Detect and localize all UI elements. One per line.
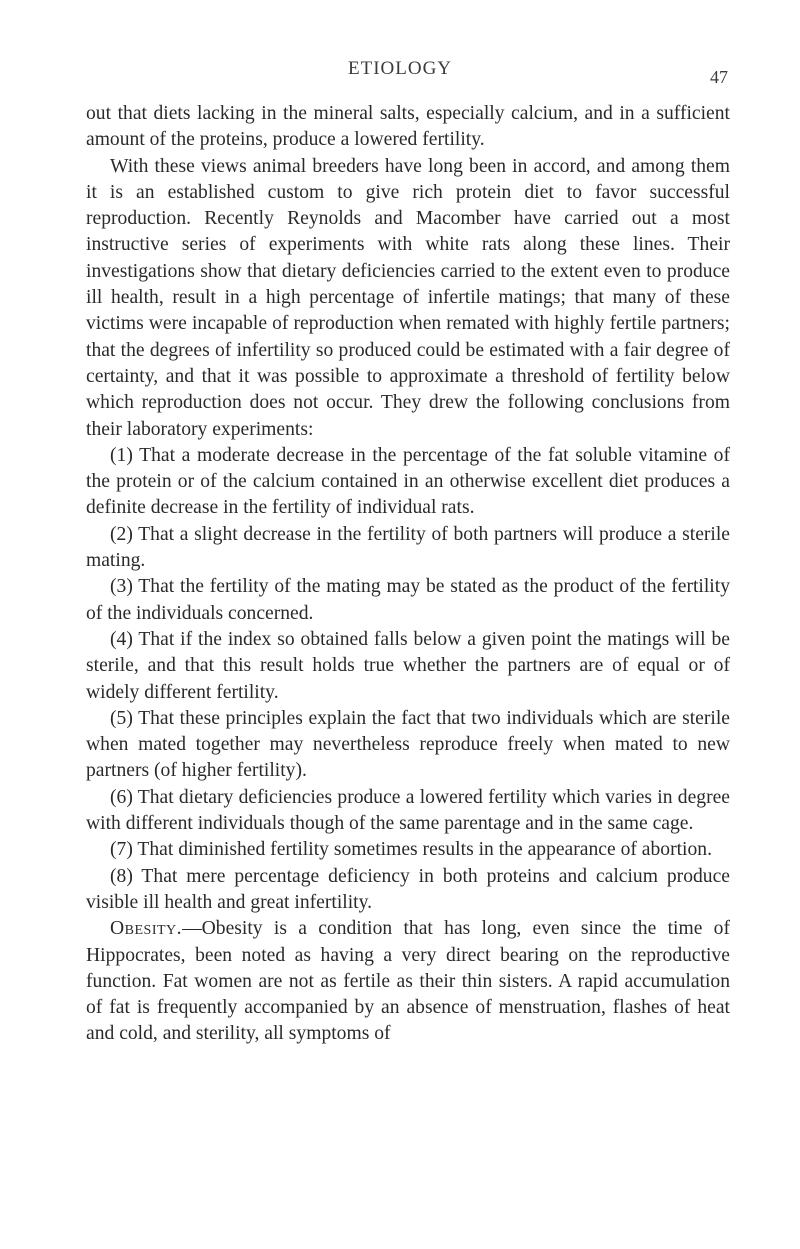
conclusion-4: (4) That if the index so obtained falls below a given point the matings will be sterile, and that this result holds true whether the partners are of equal or of widely different fertility. [86, 628, 730, 703]
conclusion-5: (5) That these principles explain the fact that two individuals which are sterile when mated together may nevertheless reproduce freely when mated to new partners (of higher fertility). [86, 707, 730, 782]
paragraph-obesity [86, 916, 730, 1047]
conclusion-6: (6) That dietary deficiencies produce a lowered fertility which varies in degree with different individuals though of the same parentage and in the same cage. [86, 786, 730, 835]
obesity-text: —Obesity is a condition that has long, even since the time of Hippocrates, been noted as having a very direct bearing on the reproductive function. Fat women are not as fertile as their thin sisters. A rapid accumulation of fat is frequently accompanied by an absence of menstruation, flashes of heat and cold, and sterility, all symptoms of [86, 918, 730, 1045]
running-title: ETIOLOGY [347, 58, 453, 79]
body-text [86, 101, 730, 1048]
paragraph-continuation: out that diets lacking in the mineral salts, especially calcium, and in a sufficient amount of the proteins, produce a lowered fertility. [86, 103, 730, 151]
running-head [0, 58, 800, 88]
conclusion-3: (3) That the fertility of the mating may be stated as the product of the fertility of the individuals concerned. [86, 576, 730, 624]
conclusion-1: (1) That a moderate decrease in the percentage of the fat soluble vitamine of the protein or of the calcium contained in an otherwise excellent diet produces a definite decrease in the fertility of individual rats. [86, 444, 730, 519]
paragraph-breeders: With these views animal breeders have long been in accord, and among them it is an established custom to give rich protein diet to favor successful reproduction. Recently Reynolds and Macomber have carried out a most instructive series of experiments with white rats along these lines. Their investigations show that dietary deficiencies carried to the extent even to produce ill health, result in a high percentage of infertile matings; that many of these victims were incapable of reproduction when remated with highly fertile partners; that the degrees of infertility so produced could be estimated with a fair degree of certainty, and that it was possible to approximate a threshold of fertility below which reproduction does not occur. They drew the following conclusions from their laboratory experiments: [86, 155, 730, 440]
conclusion-2: (2) That a slight decrease in the fertility of both partners will produce a sterile mating. [86, 523, 730, 572]
obesity-heading: Obesity. [110, 918, 183, 940]
page-number: 47 [710, 67, 728, 87]
conclusion-8: (8) That mere percentage deficiency in both proteins and calcium produce visible ill health and great infertility. [86, 865, 730, 913]
conclusion-7: (7) That diminished fertility sometimes results in the appearance of abortion. [110, 839, 712, 861]
